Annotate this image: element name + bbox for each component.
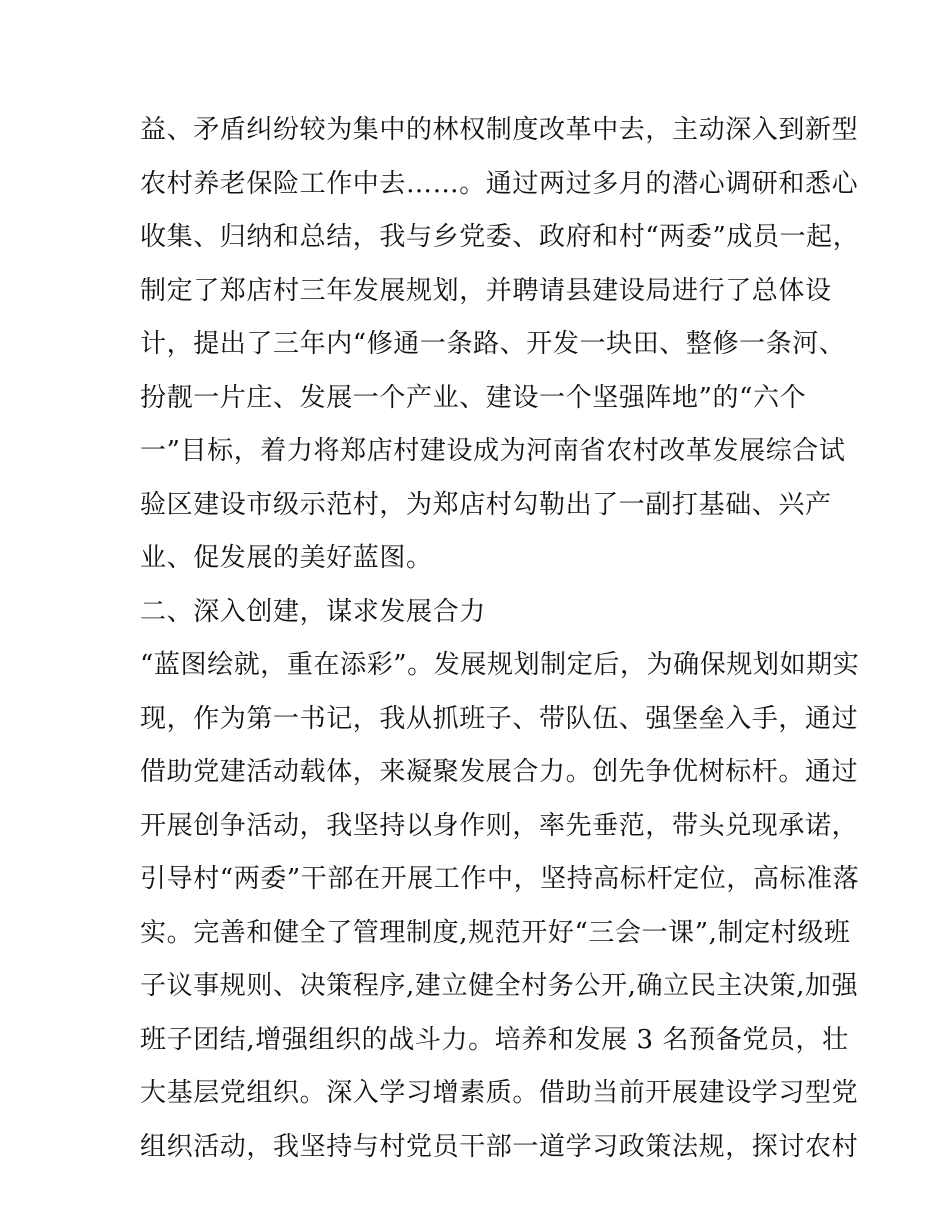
- body-text: [140, 104, 860, 1174]
- text-line: 收集、归纳和总结，我与乡党委、政府和村“两委”成员一起，: [140, 222, 860, 252]
- text-line: 益、矛盾纠纷较为集中的林权制度改革中去，主动深入到新型: [140, 115, 859, 145]
- section-heading: 二、深入创建，谋求发展合力: [140, 596, 486, 627]
- text-line: 业、促发展的美好蓝图。: [140, 543, 433, 573]
- text-line: 农村养老保险工作中去……。通过两过多月的潜心调研和悉心: [140, 168, 859, 199]
- text-line: 开展创争活动，我坚持以身作则，率先垂范，带头兑现承诺，: [140, 810, 859, 841]
- text-line: 现，作为第一书记，我从抓班子、带队伍、强堡垒入手，通过: [140, 703, 859, 734]
- text-line: 子议事规则、决策程序,建立健全村务公开,确立民主决策,加强: [140, 971, 859, 1001]
- text-line: 组织活动，我坚持与村党员干部一道学习政策法规，探讨农村: [140, 1131, 859, 1162]
- text-line: 大基层党组织。深入学习增素质。借助当前开展建设学习型党: [140, 1078, 859, 1108]
- text-line: 制定了郑店村三年发展规划，并聘请县建设局进行了总体设: [140, 275, 832, 306]
- text-line: 计，提出了三年内“修通一条路、开发一块田、整修一条河、: [140, 329, 846, 359]
- text-line: “蓝图绘就，重在添彩”。发展规划制定后，为确保规划如期实: [140, 650, 860, 680]
- text-line: 一”目标，着力将郑店村建设成为河南省农村改革发展综合试: [140, 436, 846, 466]
- text-line: 验区建设市级示范村，为郑店村勾勒出了一副打基础、兴产: [140, 489, 832, 520]
- text-line: 班子团结,增强组织的战斗力。培养和发展 3 名预备党员，壮: [140, 1024, 849, 1055]
- text-line: 实。完善和健全了管理制度,规范开好“三会一课”,制定村级班: [140, 917, 851, 948]
- text-line: 引导村“两委”干部在开展工作中，坚持高标杆定位，高标准落: [140, 864, 860, 894]
- text-line: 借助党建活动载体，来凝聚发展合力。创先争优树标杆。通过: [140, 757, 859, 787]
- text-line: 扮靓一片庄、发展一个产业、建设一个坚强阵地”的“六个: [140, 382, 807, 413]
